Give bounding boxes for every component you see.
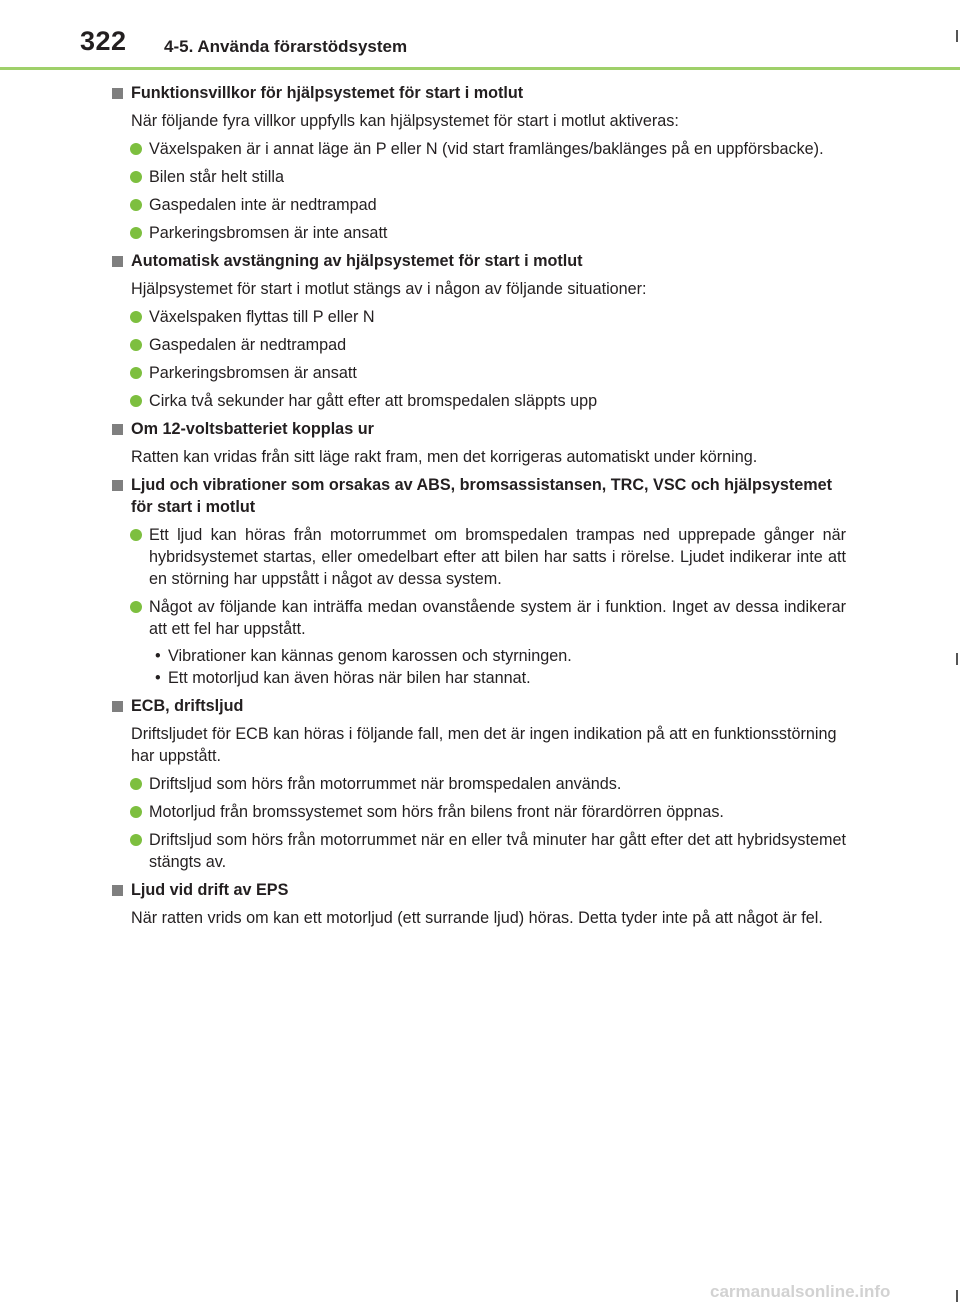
list-item-text: Växelspaken flyttas till P eller N — [149, 308, 375, 326]
section-heading — [112, 250, 846, 272]
list-item-text: Motorljud från bromssystemet som hörs från bilens front när förardörren öppnas. — [149, 803, 724, 821]
sub-list-item — [112, 667, 846, 689]
bullet-dot-icon — [130, 171, 142, 183]
list-item — [112, 222, 846, 244]
crop-mark — [956, 30, 958, 42]
square-marker-icon — [112, 885, 123, 896]
bullet-dot-icon — [130, 806, 142, 818]
bullet-dot-icon — [130, 529, 142, 541]
list-item-text: Gaspedalen är nedtrampad — [149, 336, 347, 354]
section-heading-text: Om 12-voltsbatteriet kopplas ur — [131, 420, 374, 438]
list-item — [112, 390, 846, 412]
section-heading — [112, 82, 846, 104]
section-heading-text: ECB, driftsljud — [131, 697, 244, 715]
section-heading-text: Funktionsvillkor för hjälpsystemet för start i motlut — [131, 84, 524, 102]
section-heading-text: Ljud vid drift av EPS — [131, 881, 289, 899]
page-number: 322 — [80, 26, 127, 56]
list-item-text: Bilen står helt stilla — [149, 168, 284, 186]
list-item-text: Cirka två sekunder har gått efter att bromspedalen släppts upp — [149, 392, 598, 410]
crop-mark — [956, 653, 958, 665]
header-rule — [0, 67, 960, 70]
square-marker-icon — [112, 424, 123, 435]
watermark: carmanualsonline.info — [710, 1282, 891, 1301]
page-content — [112, 82, 846, 935]
section-heading — [112, 695, 846, 717]
list-item — [112, 596, 846, 640]
section-automatic-cancel — [112, 250, 846, 412]
section-heading — [112, 418, 846, 440]
sub-list — [112, 645, 846, 689]
list-item — [112, 334, 846, 356]
list-item — [112, 524, 846, 590]
bullet-dot-icon — [130, 143, 142, 155]
list-item — [112, 362, 846, 384]
square-marker-icon — [112, 88, 123, 99]
list-item-text: Driftsljud som hörs från motorrummet när en eller två minuter har gått efter det att hybridsystemet stängts av. — [149, 831, 846, 871]
sub-list-item — [112, 645, 846, 667]
bullet-dot-icon — [130, 834, 142, 846]
middle-dot-icon: • — [155, 647, 161, 665]
bullet-dot-icon — [130, 227, 142, 239]
section-battery-disconnect — [112, 418, 846, 468]
section-intro: Hjälpsystemet för start i motlut stängs av i någon av följande situationer: — [131, 280, 647, 298]
section-eps-sounds — [112, 879, 846, 929]
section-heading — [112, 879, 846, 901]
list-item-text: Driftsljud som hörs från motorrummet när bromspedalen används. — [149, 775, 622, 793]
square-marker-icon — [112, 701, 123, 712]
section-ecb-sounds — [112, 695, 846, 873]
section-intro: När följande fyra villkor uppfylls kan hjälpsystemet för start i motlut aktiveras: — [131, 112, 679, 130]
list-item-text: Gaspedalen inte är nedtrampad — [149, 196, 377, 214]
list-item — [112, 306, 846, 328]
section-heading — [112, 474, 846, 518]
sub-list-item-text: Ett motorljud kan även höras när bilen har stannat. — [168, 669, 531, 687]
list-item — [112, 138, 846, 160]
square-marker-icon — [112, 480, 123, 491]
bullet-dot-icon — [130, 367, 142, 379]
section-heading-text: Ljud och vibrationer som orsakas av ABS, bromsassistansen, TRC, VSC och hjälpsystemet för start i motlut — [131, 476, 833, 516]
sub-list-item-text: Vibrationer kan kännas genom karossen och styrningen. — [168, 647, 572, 665]
chapter-title: 4-5. Använda förarstödsystem — [164, 37, 408, 56]
list-item-text: Parkeringsbromsen är ansatt — [149, 364, 357, 382]
list-item-text: Växelspaken är i annat läge än P eller N (vid start framlänges/baklänges på en uppförsbacke). — [149, 140, 824, 158]
bullet-dot-icon — [130, 311, 142, 323]
section-intro: Driftsljudet för ECB kan höras i följande fall, men det är ingen indikation på att en funktionsstörning har uppstått. — [131, 725, 837, 765]
list-item-text: Något av följande kan inträffa medan ovanstående system är i funktion. Inget av dessa indikerar att ett fel har uppstått. — [149, 598, 846, 638]
bullet-dot-icon — [130, 601, 142, 613]
section-intro: När ratten vrids om kan ett motorljud (ett surrande ljud) höras. Detta tyder inte på att något är fel. — [131, 909, 823, 927]
bullet-dot-icon — [130, 778, 142, 790]
section-intro: Ratten kan vridas från sitt läge rakt fram, men det korrigeras automatiskt under körning. — [131, 448, 758, 466]
crop-mark — [956, 1290, 958, 1302]
bullet-dot-icon — [130, 199, 142, 211]
list-item — [112, 773, 846, 795]
section-sounds-vibrations — [112, 474, 846, 689]
bullet-dot-icon — [130, 395, 142, 407]
list-item — [112, 166, 846, 188]
bullet-dot-icon — [130, 339, 142, 351]
section-heading-text: Automatisk avstängning av hjälpsystemet för start i motlut — [131, 252, 583, 270]
middle-dot-icon: • — [155, 669, 161, 687]
section-hill-start-conditions — [112, 82, 846, 244]
list-item — [112, 194, 846, 216]
list-item-text: Parkeringsbromsen är inte ansatt — [149, 224, 388, 242]
page-header — [0, 0, 960, 70]
list-item — [112, 801, 846, 823]
list-item-text: Ett ljud kan höras från motorrummet om bromspedalen trampas ned upprepade gånger när hybridsystemet startas, eller omedelbart efter att bilen har satts i rörelse. Ljudet indikerar inte att en störning har uppstått i något av dessa system. — [149, 526, 846, 588]
square-marker-icon — [112, 256, 123, 267]
list-item — [112, 829, 846, 873]
